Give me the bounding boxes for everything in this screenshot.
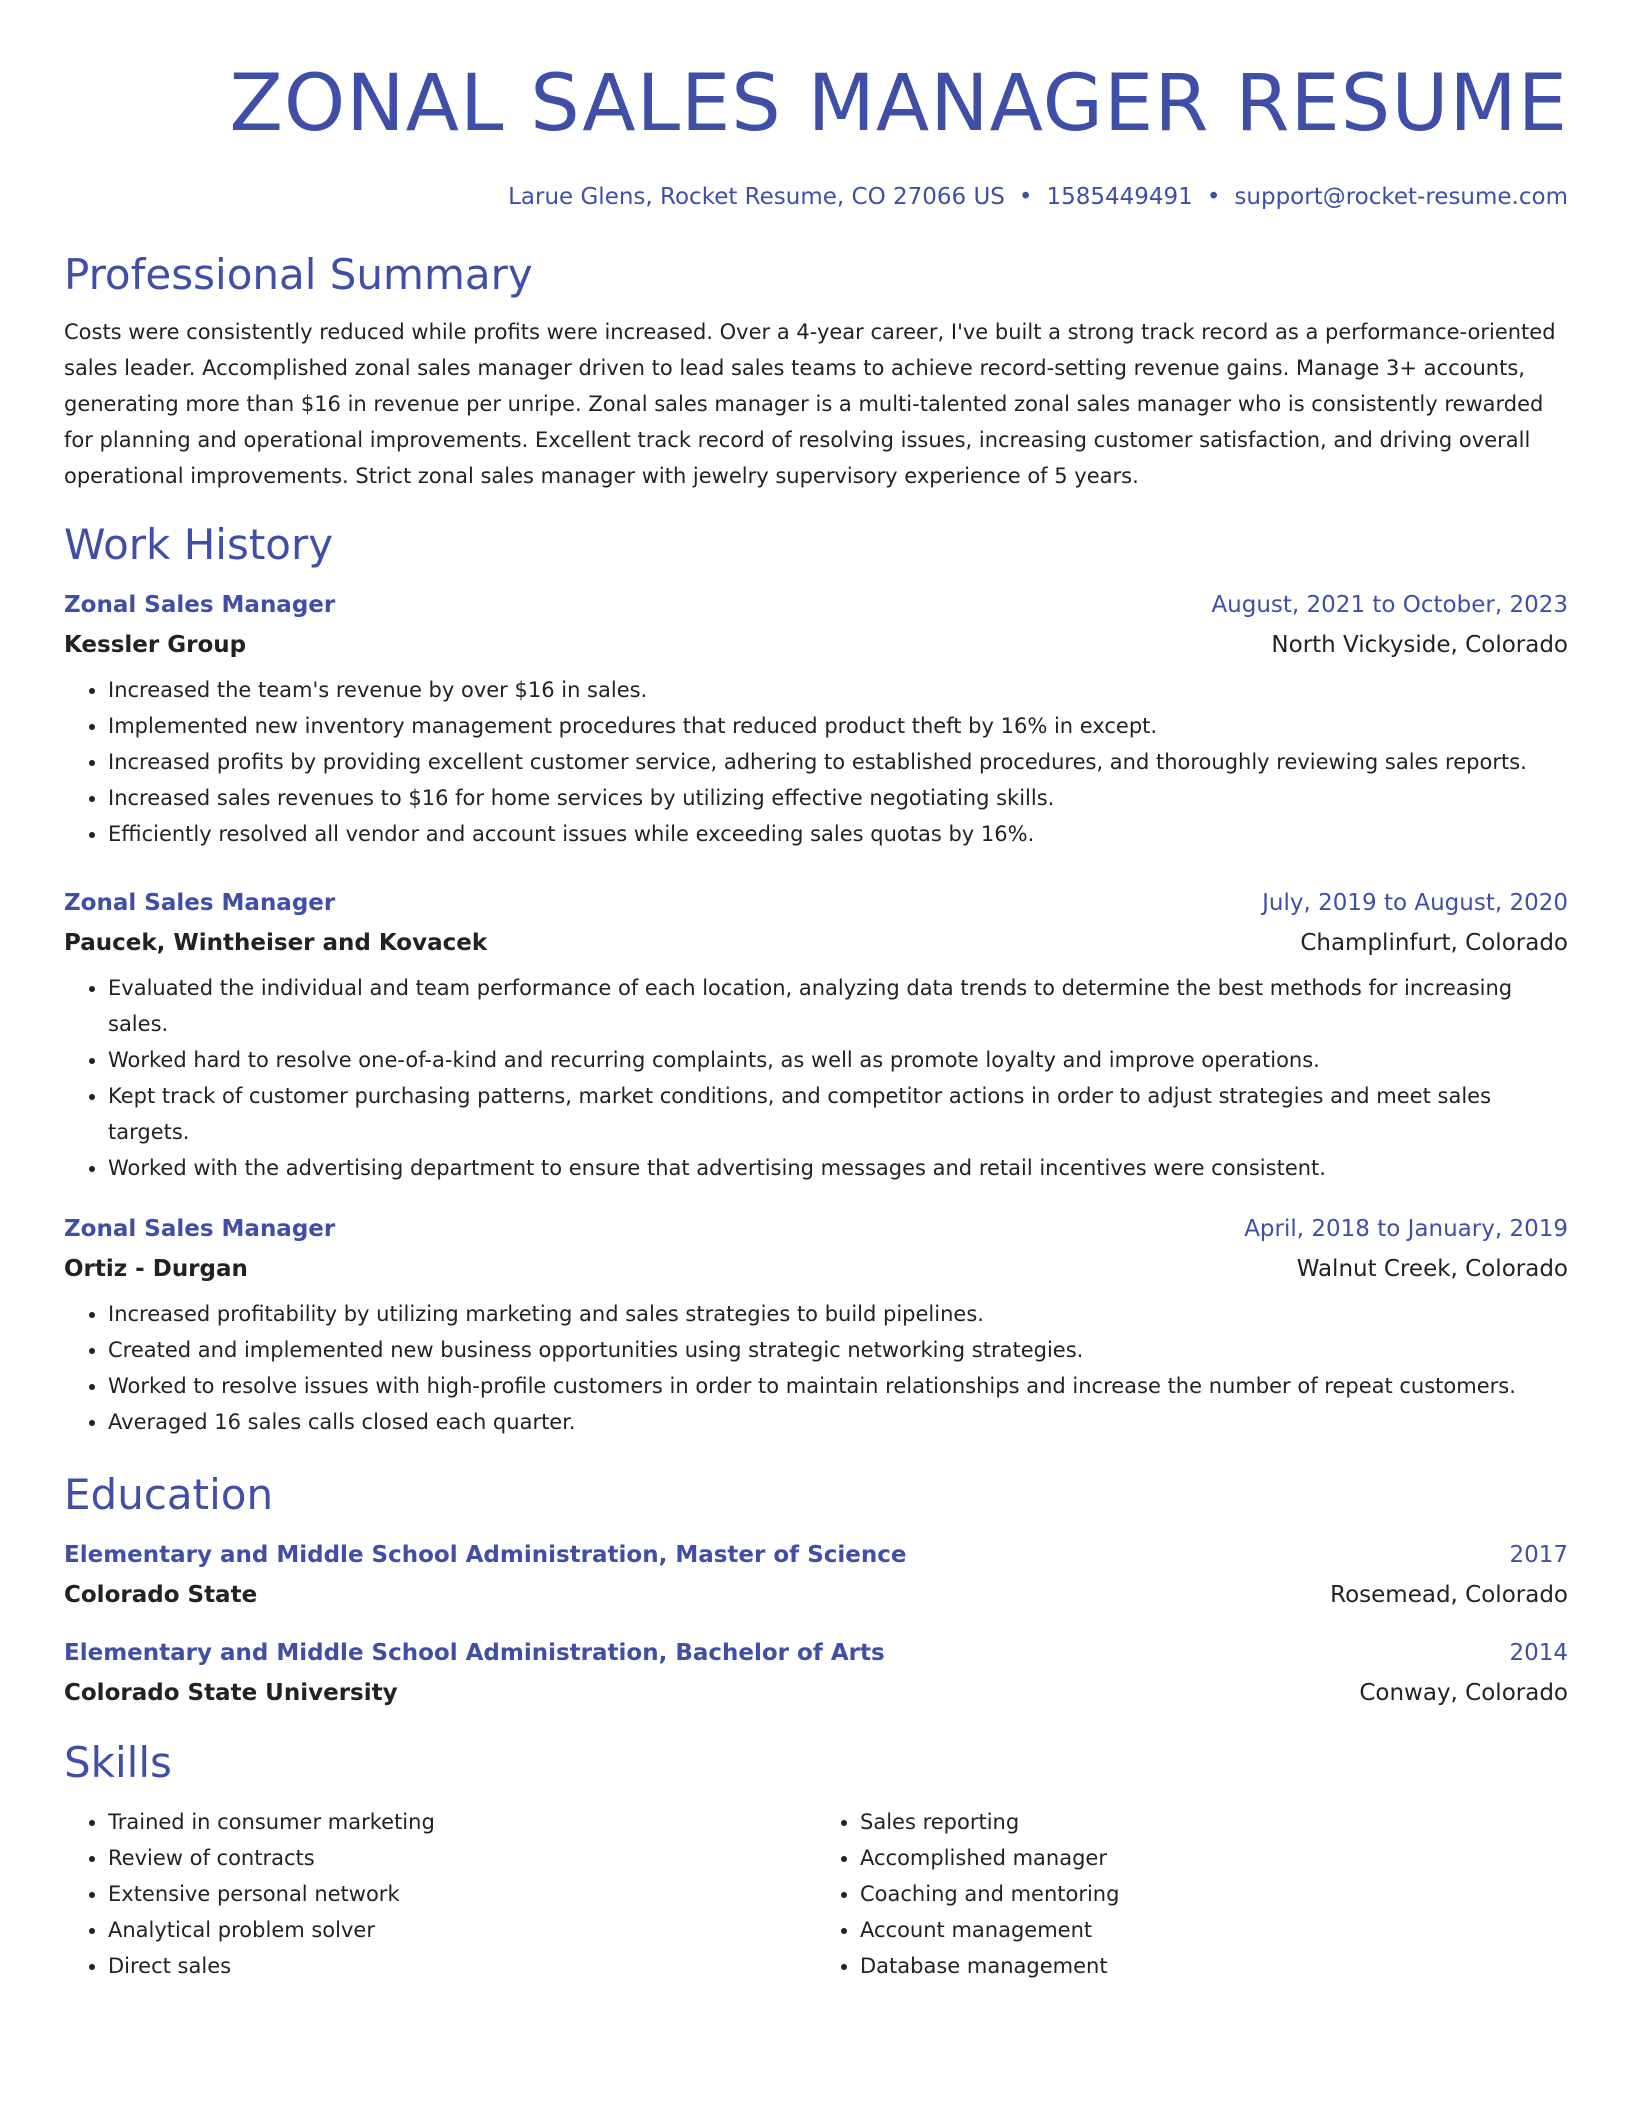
job-entry <box>64 1214 1568 1440</box>
job-location: Walnut Creek, Colorado <box>1296 1256 1568 1282</box>
education-year: 2017 <box>1509 1542 1568 1568</box>
skill-item: • Trained in consumer marketing <box>108 1804 816 1840</box>
summary-text: Costs were consistently reduced while profits were increased. Over a 4-year career, I've built a strong track record as a performance-oriented sales leader. Accomplished zonal sales manager driven to lead sales teams to achieve record-setting revenue gains. Manage 3+ accounts, generating more than $16 in revenue per unripe. Zonal sales manager is a multi-talented zonal sales manager who is consistently rewarded for planning and operational improvements. Excellent track record of resolving issues, increasing customer satisfaction, and driving overall operational improvements. Strict zonal sales manager with jewelry supervisory experience of 5 years. <box>64 320 1556 488</box>
contact-separator: • <box>1206 184 1221 210</box>
skill-item: • Direct sales <box>108 1948 816 1984</box>
contact-separator: • <box>1018 184 1033 210</box>
job-bullets <box>64 672 1568 852</box>
job-location: North Vickyside, Colorado <box>1271 632 1568 658</box>
education-degree: Elementary and Middle School Administration, Bachelor of Arts <box>64 1640 885 1666</box>
job-location: Champlinfurt, Colorado <box>1300 930 1568 956</box>
job-dates: August, 2021 to October, 2023 <box>1211 592 1568 618</box>
job-bullet: • Increased the team's revenue by over $16 in sales. <box>108 672 1568 708</box>
job-bullets <box>64 970 1568 1186</box>
contact-phone: 1585449491 <box>1046 184 1193 210</box>
education-location: Rosemead, Colorado <box>1330 1582 1568 1608</box>
skill-item: • Coaching and mentoring <box>860 1876 1568 1912</box>
education-heading: Education <box>64 1470 274 1519</box>
job-bullet: • Worked with the advertising department to ensure that advertising messages and retail incentives were consistent. <box>108 1150 1568 1186</box>
job-company: Paucek, Wintheiser and Kovacek <box>64 930 488 956</box>
skills-grid <box>64 1804 1568 1984</box>
job-company: Kessler Group <box>64 632 247 658</box>
job-entry <box>64 590 1568 852</box>
job-role: Zonal Sales Manager <box>64 1216 336 1242</box>
job-dates: April, 2018 to January, 2019 <box>1244 1216 1568 1242</box>
job-bullet: • Evaluated the individual and team performance of each location, analyzing data trends to determine the best methods for increasing sales. <box>108 970 1568 1042</box>
skill-item: • Accomplished manager <box>860 1840 1568 1876</box>
job-bullet: • Averaged 16 sales calls closed each quarter. <box>108 1404 1568 1440</box>
skills-list-right <box>816 1804 1568 1984</box>
education-entry <box>64 1540 1568 1610</box>
job-bullets <box>64 1296 1568 1440</box>
job-bullet: • Implemented new inventory management procedures that reduced product theft by 16% in except. <box>108 708 1568 744</box>
skill-item: • Database management <box>860 1948 1568 1984</box>
skill-item: • Analytical problem solver <box>108 1912 816 1948</box>
skill-item: • Extensive personal network <box>108 1876 816 1912</box>
work-history-heading: Work History <box>64 520 334 569</box>
job-company: Ortiz - Durgan <box>64 1256 248 1282</box>
resume-header <box>64 58 1568 212</box>
education-entry <box>64 1638 1568 1708</box>
job-bullet: • Increased profits by providing excellent customer service, adhering to established procedures, and thoroughly reviewing sales reports. <box>108 744 1568 780</box>
skills-heading: Skills <box>64 1738 172 1787</box>
skill-item: • Sales reporting <box>860 1804 1568 1840</box>
job-dates: July, 2019 to August, 2020 <box>1262 890 1568 916</box>
skill-item: • Review of contracts <box>108 1840 816 1876</box>
job-role: Zonal Sales Manager <box>64 592 336 618</box>
education-school: Colorado State University <box>64 1680 398 1706</box>
education-year: 2014 <box>1509 1640 1568 1666</box>
skills-list-left <box>64 1804 816 1984</box>
job-bullet: • Worked to resolve issues with high-profile customers in order to maintain relationships and increase the number of repeat customers. <box>108 1368 1568 1404</box>
job-bullet: • Increased sales revenues to $16 for home services by utilizing effective negotiating skills. <box>108 780 1568 816</box>
job-role: Zonal Sales Manager <box>64 890 336 916</box>
education-location: Conway, Colorado <box>1359 1680 1568 1706</box>
contact-line <box>64 182 1568 212</box>
job-bullet: • Worked hard to resolve one-of-a-kind and recurring complaints, as well as promote loyalty and improve operations. <box>108 1042 1568 1078</box>
education-school: Colorado State <box>64 1582 258 1608</box>
skill-item: • Account management <box>860 1912 1568 1948</box>
job-bullet: • Increased profitability by utilizing marketing and sales strategies to build pipelines. <box>108 1296 1568 1332</box>
job-bullet: • Created and implemented new business opportunities using strategic networking strategies. <box>108 1332 1568 1368</box>
summary-heading: Professional Summary <box>64 250 533 299</box>
job-bullet: • Kept track of customer purchasing patterns, market conditions, and competitor actions in order to adjust strategies and meet sales targets. <box>108 1078 1568 1150</box>
contact-email[interactable]: support@rocket-resume.com <box>1234 184 1568 210</box>
resume-title: ZONAL SALES MANAGER RESUME <box>229 59 1568 149</box>
job-bullet: • Efficiently resolved all vendor and account issues while exceeding sales quotas by 16%. <box>108 816 1568 852</box>
job-entry <box>64 888 1568 1186</box>
education-degree: Elementary and Middle School Administration, Master of Science <box>64 1542 907 1568</box>
contact-address: Larue Glens, Rocket Resume, CO 27066 US <box>508 184 1005 210</box>
